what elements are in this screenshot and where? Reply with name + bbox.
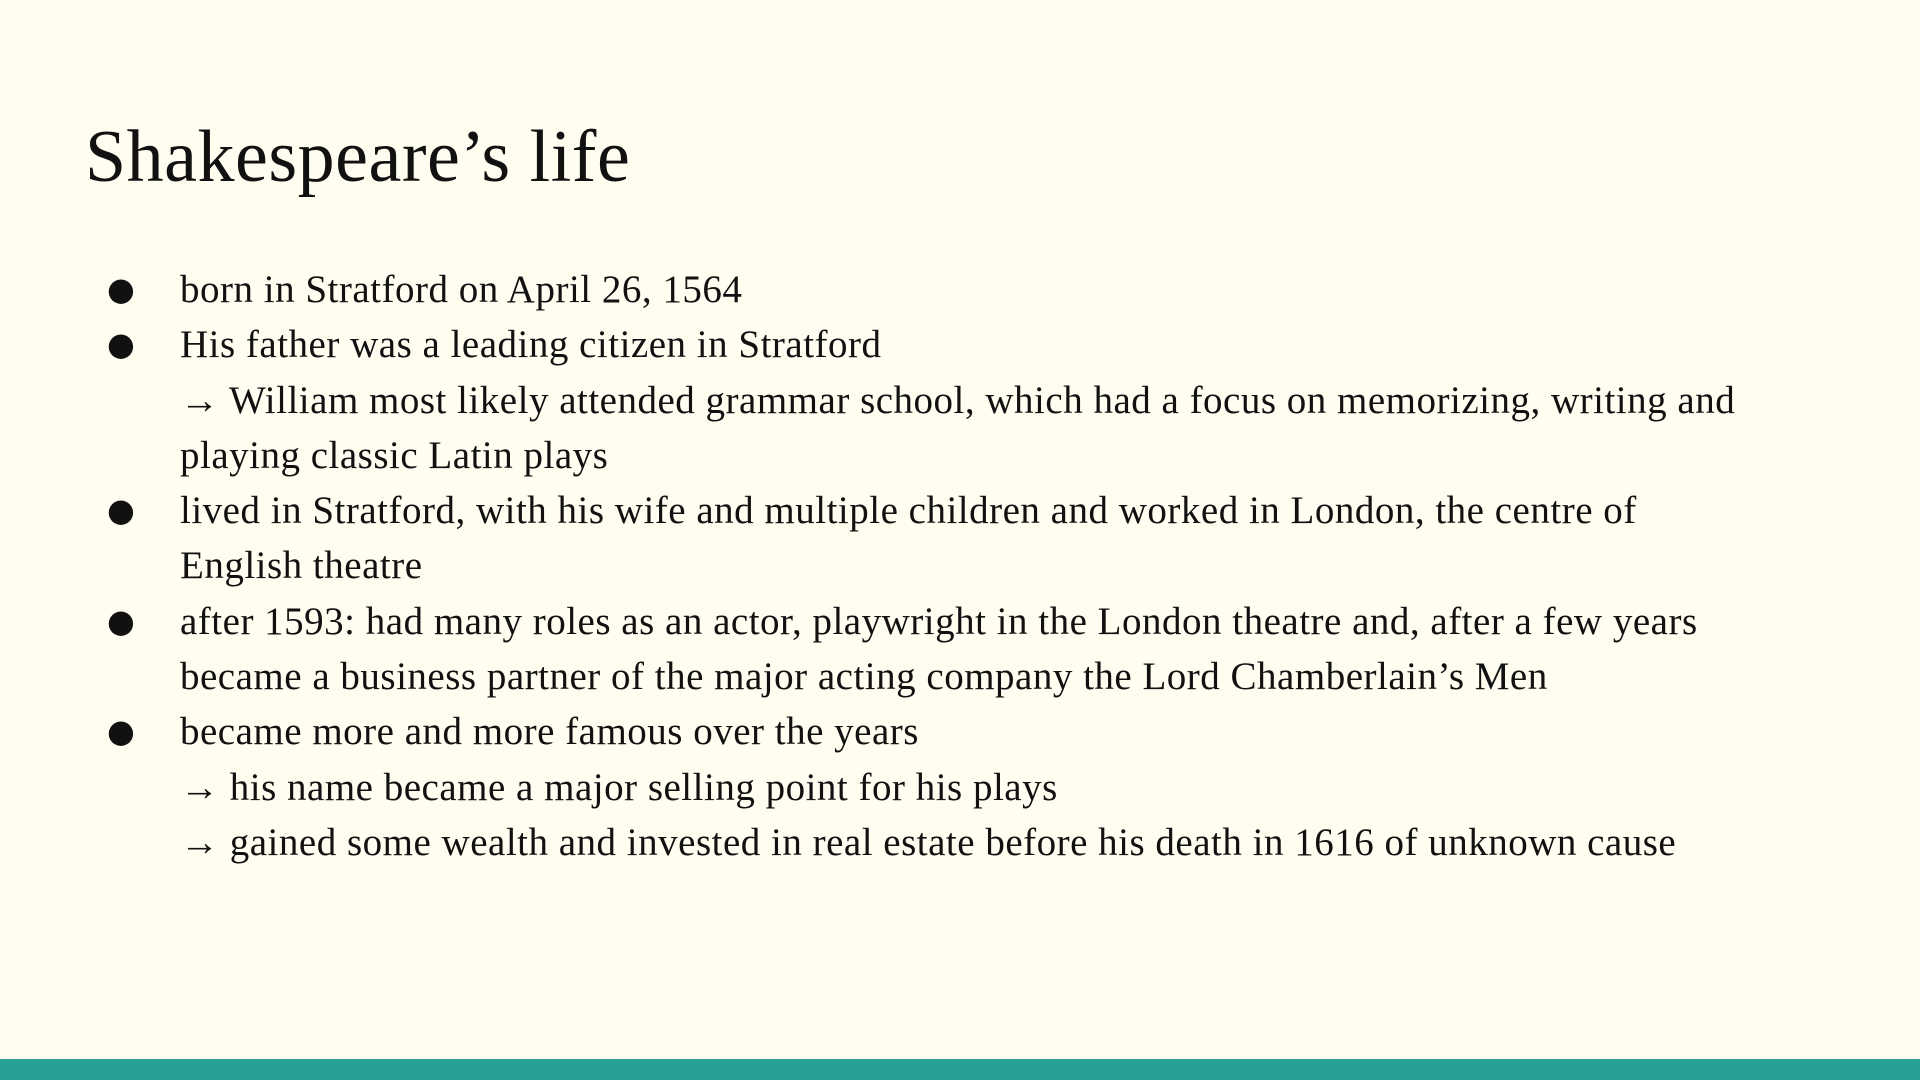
bullet-dot-icon: ●	[107, 712, 136, 751]
bullet-text: lived in Stratford, with his wife and multiple children and worked in London, the centre of	[180, 489, 1637, 533]
bullet-text: His father was a leading citizen in Stratford	[180, 323, 882, 367]
bullet-item	[90, 262, 1870, 317]
bullet-item	[90, 483, 1870, 594]
sub-point-text: → William most likely attended grammar school, which had a focus on memorizing, writing and	[180, 378, 1736, 422]
bullet-dot-icon: ●	[107, 601, 136, 640]
slide-title: Shakespeare’s life	[85, 116, 631, 198]
bullet-dot-icon: ●	[107, 491, 136, 530]
bullet-item	[90, 317, 1870, 483]
footer-accent-bar	[0, 1059, 1920, 1080]
bullet-text: became more and more famous over the years	[180, 710, 919, 754]
bullet-dot-icon: ●	[107, 325, 136, 364]
bullet-text: became a business partner of the major acting company the Lord Chamberlain’s Men	[180, 655, 1548, 699]
sub-point-text: playing classic Latin plays	[180, 433, 609, 477]
bullet-list	[90, 262, 1870, 870]
sub-point-text: → his name became a major selling point for his plays	[180, 765, 1058, 809]
sub-point-text: → gained some wealth and invested in real estate before his death in 1616 of unknown cause	[180, 820, 1677, 864]
bullet-text: after 1593: had many roles as an actor, playwright in the London theatre and, after a few years	[180, 599, 1698, 643]
bullet-text: born in Stratford on April 26, 1564	[180, 268, 743, 311]
bullet-dot-icon: ●	[107, 270, 136, 308]
bullet-text: English theatre	[180, 544, 423, 588]
bullet-item	[90, 594, 1870, 705]
bullet-item	[90, 704, 1870, 870]
